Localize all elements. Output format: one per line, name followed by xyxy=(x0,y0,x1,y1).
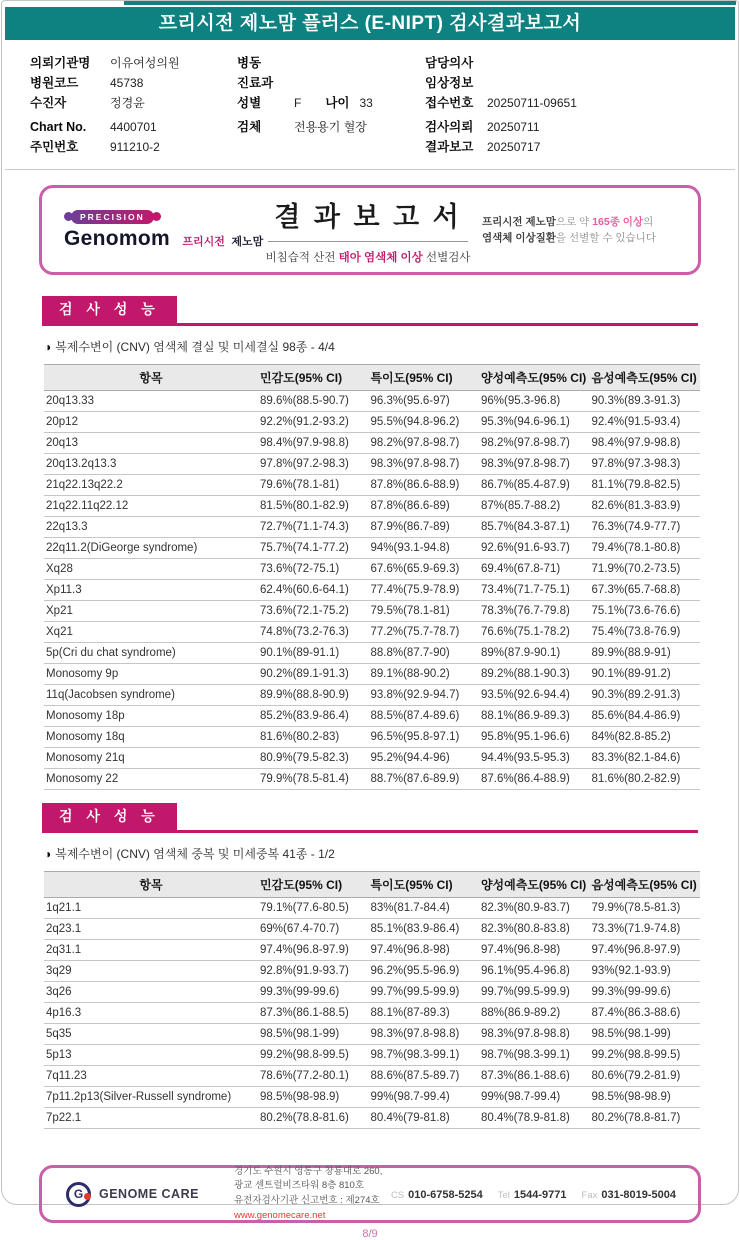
section-heading-duplication xyxy=(42,803,698,833)
contact-number: 031-8019-5004 xyxy=(601,1189,676,1201)
value-cell: 98.7%(98.3-99.1) xyxy=(479,1045,590,1066)
section-badge: 검 사 성 능 xyxy=(42,803,177,830)
field-label: 의뢰기관명 xyxy=(30,56,91,70)
info-row xyxy=(30,73,237,93)
value-cell: 89.9%(88.8-90.9) xyxy=(258,685,369,706)
value-cell: 97.4%(96.8-98) xyxy=(368,940,479,961)
note-text-3: 을 선별할 수 있습니다 xyxy=(555,232,656,244)
banner-center xyxy=(254,195,482,265)
contact-label: Tel xyxy=(497,1190,510,1201)
value-cell: 88.1%(86.9-89.3) xyxy=(479,706,590,727)
value-cell: 89.1%(88-90.2) xyxy=(368,664,479,685)
value-cell: 80.6%(79.2-81.9) xyxy=(589,1066,700,1087)
info-row xyxy=(30,93,237,113)
value-cell: 79.4%(78.1-80.8) xyxy=(589,538,700,559)
contact-item xyxy=(582,1185,676,1203)
info-row xyxy=(425,137,735,157)
field-label: 검체 xyxy=(237,120,262,134)
table-row xyxy=(44,538,700,559)
field-value: 20250711-09651 xyxy=(487,96,577,110)
badge-dot-right-icon xyxy=(152,212,161,221)
value-cell: 84%(82.8-85.2) xyxy=(589,727,700,748)
value-cell: 82.3%(80.8-83.8) xyxy=(479,919,590,940)
value-cell: 90.1%(89-91.1) xyxy=(258,643,369,664)
item-cell: Xq21 xyxy=(44,622,258,643)
value-cell: 98.5%(98.1-99) xyxy=(589,1024,700,1045)
banner-title: 결 과 보 고 서 xyxy=(268,195,467,242)
value-cell: 73.6%(72.1-75.2) xyxy=(258,601,369,622)
value-cell: 99%(98.7-99.4) xyxy=(479,1087,590,1108)
value-cell: 62.4%(60.6-64.1) xyxy=(258,580,369,601)
value-cell: 80.4%(78.9-81.8) xyxy=(479,1108,590,1129)
item-cell: Xp11.3 xyxy=(44,580,258,601)
value-cell: 96.1%(95.4-96.8) xyxy=(479,961,590,982)
value-cell: 93.8%(92.9-94.7) xyxy=(368,685,479,706)
item-cell: 20p12 xyxy=(44,412,258,433)
column-header: 항목 xyxy=(44,365,258,391)
value-cell: 93.5%(92.6-94.4) xyxy=(479,685,590,706)
value-cell: 89%(87.9-90.1) xyxy=(479,643,590,664)
item-cell: 3q29 xyxy=(44,961,258,982)
contact-number: 010-6758-5254 xyxy=(408,1189,483,1201)
footer-contacts xyxy=(391,1185,676,1203)
value-cell: 75.7%(74.1-77.2) xyxy=(258,538,369,559)
value-cell: 97.8%(97.2-98.3) xyxy=(258,454,369,475)
item-cell: 5p13 xyxy=(44,1045,258,1066)
field-label: 검사의뢰 xyxy=(425,120,474,134)
value-cell: 98.5%(98-98.9) xyxy=(589,1087,700,1108)
info-row xyxy=(30,137,237,157)
value-cell: 77.2%(75.7-78.7) xyxy=(368,622,479,643)
item-cell: 7q11.23 xyxy=(44,1066,258,1087)
item-cell: Monosomy 18q xyxy=(44,727,258,748)
half-circle-icon: ◑ xyxy=(44,340,52,354)
table-header-row xyxy=(44,365,700,391)
value-cell: 80.9%(79.5-82.3) xyxy=(258,748,369,769)
value-cell: 85.2%(83.9-86.4) xyxy=(258,706,369,727)
value-cell: 77.4%(75.9-78.9) xyxy=(368,580,479,601)
value-cell: 98.2%(97.8-98.7) xyxy=(479,433,590,454)
section-heading-deletion xyxy=(42,296,698,326)
field-value: 정경윤 xyxy=(110,96,145,110)
value-cell: 79.1%(77.6-80.5) xyxy=(258,898,369,919)
field-label: 병원코드 xyxy=(30,76,79,90)
value-cell: 96%(95.3-96.8) xyxy=(479,391,590,412)
item-cell: Monosomy 22 xyxy=(44,769,258,790)
value-cell: 87.8%(86.6-88.9) xyxy=(368,475,479,496)
value-cell: 98.4%(97.9-98.8) xyxy=(258,433,369,454)
item-cell: 1q21.1 xyxy=(44,898,258,919)
value-cell: 98.2%(97.8-98.7) xyxy=(368,433,479,454)
value-cell: 85.7%(84.3-87.1) xyxy=(479,517,590,538)
value-cell: 87.4%(86.3-88.6) xyxy=(589,1003,700,1024)
value-cell: 98.4%(97.9-98.8) xyxy=(589,433,700,454)
value-cell: 69.4%(67.8-71) xyxy=(479,559,590,580)
section-badge: 검 사 성 능 xyxy=(42,296,177,323)
field-value-2: 33 xyxy=(359,96,373,110)
value-cell: 73.3%(71.9-74.8) xyxy=(589,919,700,940)
field-label-2: 나이 xyxy=(325,96,350,110)
value-cell: 99%(98.7-99.4) xyxy=(368,1087,479,1108)
website-link[interactable]: www.genomecare.net xyxy=(234,1209,326,1221)
value-cell: 78.3%(76.7-79.8) xyxy=(479,601,590,622)
value-cell: 98.3%(97.8-98.7) xyxy=(368,454,479,475)
value-cell: 79.5%(78.1-81) xyxy=(368,601,479,622)
value-cell: 87.6%(86.4-88.9) xyxy=(479,769,590,790)
column-header: 양성예측도(95% CI) xyxy=(479,872,590,898)
value-cell: 96.2%(95.5-96.9) xyxy=(368,961,479,982)
value-cell: 81.5%(80.1-82.9) xyxy=(258,496,369,517)
table-row xyxy=(44,1087,700,1108)
item-cell: 3q26 xyxy=(44,982,258,1003)
value-cell: 94.4%(93.5-95.3) xyxy=(479,748,590,769)
value-cell: 88%(86.9-89.2) xyxy=(479,1003,590,1024)
table-row xyxy=(44,496,700,517)
footer-address xyxy=(234,1165,391,1224)
info-row xyxy=(30,53,237,73)
item-cell: 4p16.3 xyxy=(44,1003,258,1024)
section-subtitle-duplication xyxy=(44,845,696,862)
table-row xyxy=(44,559,700,580)
info-row xyxy=(237,117,425,137)
column-header: 음성예측도(95% CI) xyxy=(589,365,700,391)
table-row xyxy=(44,748,700,769)
value-cell: 98.3%(97.8-98.8) xyxy=(368,1024,479,1045)
table-row xyxy=(44,940,700,961)
value-cell: 90.3%(89.3-91.3) xyxy=(589,391,700,412)
column-header: 항목 xyxy=(44,872,258,898)
section-subtitle-text: 복제수변이 (CNV) 염색체 결실 및 미세결실 98종 - 4/4 xyxy=(55,340,335,354)
table-header-row xyxy=(44,872,700,898)
item-cell: Xp21 xyxy=(44,601,258,622)
half-circle-icon: ◑ xyxy=(44,847,52,861)
value-cell: 76.6%(75.1-78.2) xyxy=(479,622,590,643)
info-row xyxy=(425,73,735,93)
value-cell: 98.5%(98-98.9) xyxy=(258,1087,369,1108)
info-row xyxy=(237,53,425,73)
item-cell: Monosomy 21q xyxy=(44,748,258,769)
table-row xyxy=(44,622,700,643)
report-page xyxy=(1,0,739,1240)
value-cell: 98.3%(97.8-98.8) xyxy=(479,1024,590,1045)
value-cell: 81.6%(80.2-83) xyxy=(258,727,369,748)
result-report-banner xyxy=(39,185,701,275)
brand-name: Genomom xyxy=(64,226,170,250)
value-cell: 85.6%(84.4-86.9) xyxy=(589,706,700,727)
genome-care-mark-icon: G xyxy=(66,1182,91,1207)
value-cell: 92.2%(91.2-93.2) xyxy=(258,412,369,433)
column-header: 특이도(95% CI) xyxy=(368,872,479,898)
value-cell: 75.4%(73.8-76.9) xyxy=(589,622,700,643)
item-cell: 11q(Jacobsen syndrome) xyxy=(44,685,258,706)
value-cell: 99.3%(99-99.6) xyxy=(258,982,369,1003)
table-row xyxy=(44,727,700,748)
precision-badge xyxy=(64,210,161,224)
banner-subtitle xyxy=(254,249,482,265)
value-cell: 87.9%(86.7-89) xyxy=(368,517,479,538)
value-cell: 82.3%(80.9-83.7) xyxy=(479,898,590,919)
value-cell: 97.4%(96.8-98) xyxy=(479,940,590,961)
field-value: 이유여성의원 xyxy=(110,56,180,70)
table-row xyxy=(44,664,700,685)
section-subtitle-text: 복제수변이 (CNV) 염색체 중복 및 미세중복 41종 - 1/2 xyxy=(55,847,335,861)
value-cell: 73.6%(72-75.1) xyxy=(258,559,369,580)
top-accent-strip xyxy=(124,1,736,5)
column-header: 민감도(95% CI) xyxy=(258,365,369,391)
value-cell: 90.3%(89.2-91.3) xyxy=(589,685,700,706)
banner-note xyxy=(482,214,680,247)
table-row xyxy=(44,961,700,982)
value-cell: 89.9%(88.9-91) xyxy=(589,643,700,664)
contact-number: 1544-9771 xyxy=(513,1189,567,1201)
note-text-1: 으로 약 xyxy=(555,215,593,228)
address-line-2: 유전자검사기관 신고번호 : 제274호 xyxy=(234,1195,380,1206)
brand-line xyxy=(64,226,264,251)
info-row xyxy=(425,117,735,137)
column-header: 음성예측도(95% CI) xyxy=(589,872,700,898)
banner-subtitle-post: 선별검사 xyxy=(422,252,471,264)
page-number: 8/9 xyxy=(362,1228,378,1240)
field-label: 접수번호 xyxy=(425,96,474,110)
value-cell: 69%(67.4-70.7) xyxy=(258,919,369,940)
table-row xyxy=(44,919,700,940)
value-cell: 80.4%(79-81.8) xyxy=(368,1108,479,1129)
item-cell: 2q31.1 xyxy=(44,940,258,961)
item-cell: 7p22.1 xyxy=(44,1108,258,1129)
table-row xyxy=(44,475,700,496)
field-value: F xyxy=(294,96,302,110)
info-row xyxy=(425,53,735,73)
value-cell: 92.8%(91.9-93.7) xyxy=(258,961,369,982)
note-bold-1: 프리시전 제노맘 xyxy=(482,215,556,228)
value-cell: 78.6%(77.2-80.1) xyxy=(258,1066,369,1087)
item-cell: 20q13.33 xyxy=(44,391,258,412)
value-cell: 74.8%(73.2-76.3) xyxy=(258,622,369,643)
value-cell: 96.5%(95.8-97.1) xyxy=(368,727,479,748)
precision-badge-label: PRECISION xyxy=(71,210,154,224)
value-cell: 87.3%(86.1-88.5) xyxy=(258,1003,369,1024)
value-cell: 82.6%(81.3-83.9) xyxy=(589,496,700,517)
value-cell: 72.7%(71.1-74.3) xyxy=(258,517,369,538)
table-row xyxy=(44,454,700,475)
value-cell: 67.3%(65.7-68.8) xyxy=(589,580,700,601)
banner-subtitle-em: 태아 염색체 이상 xyxy=(338,252,423,264)
field-label: 임상정보 xyxy=(425,76,474,90)
patient-info-col-3 xyxy=(425,53,735,157)
table-row xyxy=(44,433,700,454)
performance-table-deletion xyxy=(44,364,700,790)
value-cell: 98.7%(98.3-99.1) xyxy=(368,1045,479,1066)
column-header: 민감도(95% CI) xyxy=(258,872,369,898)
item-cell: Xq28 xyxy=(44,559,258,580)
value-cell: 71.9%(70.2-73.5) xyxy=(589,559,700,580)
column-header: 특이도(95% CI) xyxy=(368,365,479,391)
item-cell: 20q13.2q13.3 xyxy=(44,454,258,475)
contact-item xyxy=(391,1185,483,1203)
value-cell: 92.4%(91.5-93.4) xyxy=(589,412,700,433)
value-cell: 83.3%(82.1-84.6) xyxy=(589,748,700,769)
value-cell: 99.7%(99.5-99.9) xyxy=(479,982,590,1003)
value-cell: 79.9%(78.5-81.4) xyxy=(258,769,369,790)
table-row xyxy=(44,1066,700,1087)
item-cell: 5q35 xyxy=(44,1024,258,1045)
field-value: 20250711 xyxy=(487,120,540,134)
value-cell: 83%(81.7-84.4) xyxy=(368,898,479,919)
value-cell: 86.7%(85.4-87.9) xyxy=(479,475,590,496)
table-row xyxy=(44,706,700,727)
contact-label: Fax xyxy=(581,1190,598,1201)
item-cell: 22q11.2(DiGeorge syndrome) xyxy=(44,538,258,559)
value-cell: 88.7%(87.6-89.9) xyxy=(368,769,479,790)
value-cell: 88.1%(87-89.3) xyxy=(368,1003,479,1024)
item-cell: Monosomy 18p xyxy=(44,706,258,727)
value-cell: 97.8%(97.3-98.3) xyxy=(589,454,700,475)
table-row xyxy=(44,517,700,538)
contact-label: CS xyxy=(390,1190,405,1201)
field-label: 수진자 xyxy=(30,96,67,110)
value-cell: 99.3%(99-99.6) xyxy=(589,982,700,1003)
value-cell: 88.5%(87.4-89.6) xyxy=(368,706,479,727)
value-cell: 98.5%(98.1-99) xyxy=(258,1024,369,1045)
footer xyxy=(39,1165,701,1223)
table-row xyxy=(44,898,700,919)
value-cell: 75.1%(73.6-76.6) xyxy=(589,601,700,622)
value-cell: 81.6%(80.2-82.9) xyxy=(589,769,700,790)
table-row xyxy=(44,1045,700,1066)
item-cell: 21q22.13q22.2 xyxy=(44,475,258,496)
item-cell: 5p(Cri du chat syndrome) xyxy=(44,643,258,664)
value-cell: 93%(92.1-93.9) xyxy=(589,961,700,982)
field-value: 20250717 xyxy=(487,140,541,154)
value-cell: 95.2%(94.4-96) xyxy=(368,748,479,769)
field-label: 진료과 xyxy=(237,76,274,90)
value-cell: 99.2%(98.8-99.5) xyxy=(589,1045,700,1066)
item-cell: 21q22.11q22.12 xyxy=(44,496,258,517)
value-cell: 96.3%(95.6-97) xyxy=(368,391,479,412)
field-value: 45738 xyxy=(110,76,144,90)
table-row xyxy=(44,769,700,790)
value-cell: 76.3%(74.9-77.7) xyxy=(589,517,700,538)
value-cell: 79.6%(78.1-81) xyxy=(258,475,369,496)
item-cell: 20q13 xyxy=(44,433,258,454)
value-cell: 99.7%(99.5-99.9) xyxy=(368,982,479,1003)
patient-info-col-2 xyxy=(237,53,425,157)
contact-item xyxy=(498,1185,567,1203)
value-cell: 87.8%(86.6-89) xyxy=(368,496,479,517)
table-row xyxy=(44,1003,700,1024)
field-label: 담당의사 xyxy=(425,56,474,70)
info-row xyxy=(425,93,735,113)
value-cell: 80.2%(78.8-81.7) xyxy=(589,1108,700,1129)
field-label: 병동 xyxy=(237,56,262,70)
value-cell: 88.8%(87.7-90) xyxy=(368,643,479,664)
value-cell: 89.6%(88.5-90.7) xyxy=(258,391,369,412)
field-value: 4400701 xyxy=(110,120,157,134)
column-header: 양성예측도(95% CI) xyxy=(479,365,590,391)
value-cell: 89.2%(88.1-90.3) xyxy=(479,664,590,685)
value-cell: 94%(93.1-94.8) xyxy=(368,538,479,559)
performance-table-duplication xyxy=(44,871,700,1129)
table-row xyxy=(44,982,700,1003)
report-title-band: 프리시전 제노맘 플러스 (E-NIPT) 검사결과보고서 xyxy=(5,7,735,40)
table-row xyxy=(44,685,700,706)
brand-kr-genomom: 제노맘 xyxy=(231,235,264,248)
note-bold-2: 염색체 이상질환 xyxy=(482,232,556,244)
patient-info-col-1 xyxy=(30,53,237,157)
address-line-1: 경기도 수원시 영통구 창룡대로 260, 광교 센트럴비즈타워 8층 810호 xyxy=(234,1165,383,1192)
info-row xyxy=(237,93,425,113)
value-cell: 98.3%(97.8-98.7) xyxy=(479,454,590,475)
field-value: 911210-2 xyxy=(110,140,160,154)
field-label: Chart No. xyxy=(30,120,87,134)
brand-kr-precision: 프리시전 xyxy=(182,235,225,248)
item-cell: 7p11.2p13(Silver-Russell syndrome) xyxy=(44,1087,258,1108)
value-cell: 87.3%(86.1-88.6) xyxy=(479,1066,590,1087)
value-cell: 97.4%(96.8-97.9) xyxy=(258,940,369,961)
patient-info-panel xyxy=(5,42,735,170)
value-cell: 99.2%(98.8-99.5) xyxy=(258,1045,369,1066)
table-row xyxy=(44,601,700,622)
item-cell: 2q23.1 xyxy=(44,919,258,940)
value-cell: 92.6%(91.6-93.7) xyxy=(479,538,590,559)
note-text-2: 의 xyxy=(643,215,654,228)
table-row xyxy=(44,412,700,433)
table-row xyxy=(44,391,700,412)
value-cell: 85.1%(83.9-86.4) xyxy=(368,919,479,940)
info-row xyxy=(30,117,237,137)
item-cell: Monosomy 9p xyxy=(44,664,258,685)
table-row xyxy=(44,1024,700,1045)
value-cell: 90.1%(89-91.2) xyxy=(589,664,700,685)
table-row xyxy=(44,580,700,601)
value-cell: 88.6%(87.5-89.7) xyxy=(368,1066,479,1087)
field-label: 성별 xyxy=(237,96,262,110)
genomom-logo xyxy=(64,210,264,251)
value-cell: 95.3%(94.6-96.1) xyxy=(479,412,590,433)
value-cell: 87%(85.7-88.2) xyxy=(479,496,590,517)
field-value: 전용용기 혈장 xyxy=(294,120,367,134)
value-cell: 95.8%(95.1-96.6) xyxy=(479,727,590,748)
banner-subtitle-pre: 비침습적 산전 xyxy=(265,252,339,264)
genome-care-logo xyxy=(66,1182,234,1207)
field-label: 결과보고 xyxy=(425,140,474,154)
value-cell: 90.2%(89.1-91.3) xyxy=(258,664,369,685)
section-subtitle-deletion xyxy=(44,338,696,355)
value-cell: 79.9%(78.5-81.3) xyxy=(589,898,700,919)
item-cell: 22q13.3 xyxy=(44,517,258,538)
value-cell: 80.2%(78.8-81.6) xyxy=(258,1108,369,1129)
value-cell: 95.5%(94.8-96.2) xyxy=(368,412,479,433)
info-row xyxy=(237,73,425,93)
value-cell: 97.4%(96.8-97.9) xyxy=(589,940,700,961)
value-cell: 67.6%(65.9-69.3) xyxy=(368,559,479,580)
table-row xyxy=(44,643,700,664)
note-em: 165종 이상 xyxy=(592,215,644,228)
field-label: 주민번호 xyxy=(30,140,79,154)
table-row xyxy=(44,1108,700,1129)
value-cell: 73.4%(71.7-75.1) xyxy=(479,580,590,601)
value-cell: 81.1%(79.8-82.5) xyxy=(589,475,700,496)
genome-care-name: GENOME CARE xyxy=(99,1187,199,1201)
